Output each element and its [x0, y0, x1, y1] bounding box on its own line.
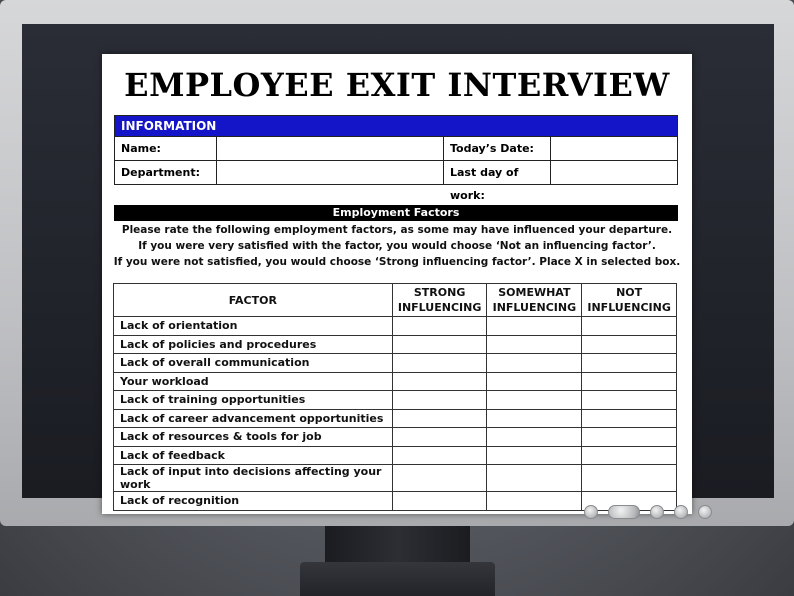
- power-button-icon[interactable]: [698, 505, 712, 519]
- somewhat-influencing-cell[interactable]: [487, 465, 582, 492]
- instruction-line: If you were not satisfied, you would choose ‘Strong influencing factor’. Place X in selected box.: [113, 256, 681, 268]
- factor-label: Lack of training opportunities: [114, 391, 393, 410]
- not-influencing-cell[interactable]: [582, 391, 677, 410]
- factor-row: [114, 409, 677, 428]
- monitor-screen: [22, 24, 774, 508]
- factor-column-header: FACTOR: [114, 284, 393, 317]
- information-header: INFORMATION: [115, 116, 677, 136]
- not-influencing-cell[interactable]: [582, 465, 677, 492]
- employment-factors-header: Employment Factors: [114, 205, 678, 221]
- factor-row: [114, 465, 677, 492]
- strong-influencing-cell[interactable]: [392, 428, 487, 447]
- column-header-line: INFLUENCING: [492, 301, 577, 314]
- name-label: Name:: [121, 142, 161, 155]
- strong-influencing-cell[interactable]: [392, 446, 487, 465]
- not-influencing-cell[interactable]: [582, 446, 677, 465]
- strong-influencing-cell[interactable]: [392, 465, 487, 492]
- factors-header-row: [114, 284, 677, 317]
- factor-row: [114, 317, 677, 336]
- somewhat-influencing-column-header: [487, 284, 582, 317]
- factor-label: Lack of overall communication: [114, 354, 393, 373]
- strong-influencing-cell[interactable]: [392, 391, 487, 410]
- strong-influencing-cell[interactable]: [392, 335, 487, 354]
- somewhat-influencing-cell[interactable]: [487, 492, 582, 511]
- column-header-line: SOMEWHAT: [498, 286, 571, 299]
- not-influencing-cell[interactable]: [582, 317, 677, 336]
- factor-label: Lack of input into decisions affecting your work: [114, 465, 393, 492]
- strong-influencing-cell[interactable]: [392, 354, 487, 373]
- instructions: [102, 222, 692, 270]
- factor-row: [114, 372, 677, 391]
- factor-label: Lack of recognition: [114, 492, 393, 511]
- somewhat-influencing-cell[interactable]: [487, 335, 582, 354]
- last-day-field[interactable]: [550, 161, 677, 184]
- somewhat-influencing-cell[interactable]: [487, 428, 582, 447]
- somewhat-influencing-cell[interactable]: [487, 391, 582, 410]
- column-header-line: INFLUENCING: [397, 301, 482, 314]
- instruction-line: If you were very satisfied with the factor, you would choose ‘Not an influencing factor’.: [138, 240, 656, 252]
- not-influencing-cell[interactable]: [582, 428, 677, 447]
- factor-label: Your workload: [114, 372, 393, 391]
- not-influencing-column-header: [582, 284, 677, 317]
- factor-row: [114, 391, 677, 410]
- last-day-label: Last day of work:: [443, 161, 550, 184]
- column-header-line: NOT: [616, 286, 643, 299]
- name-field[interactable]: [216, 137, 443, 160]
- instruction-line: Please rate the following employment factors, as some may have influenced your departure.: [121, 224, 673, 236]
- todays-date-field[interactable]: [550, 137, 677, 160]
- factor-row: [114, 428, 677, 447]
- department-label: Department:: [121, 166, 200, 179]
- department-field[interactable]: [216, 161, 443, 184]
- factor-row: [114, 354, 677, 373]
- menu-button-icon[interactable]: [584, 505, 598, 519]
- not-influencing-cell[interactable]: [582, 354, 677, 373]
- info-row-name: [115, 136, 677, 160]
- monitor-stand-base: [300, 562, 495, 596]
- not-influencing-cell[interactable]: [582, 409, 677, 428]
- somewhat-influencing-cell[interactable]: [487, 409, 582, 428]
- information-section: [114, 115, 678, 202]
- factor-row: [114, 446, 677, 465]
- input-button-icon[interactable]: [608, 505, 640, 519]
- factors-table: [113, 283, 677, 511]
- not-influencing-cell[interactable]: [582, 372, 677, 391]
- strong-influencing-column-header: [392, 284, 487, 317]
- factor-label: Lack of resources & tools for job: [114, 428, 393, 447]
- factor-label: Lack of policies and procedures: [114, 335, 393, 354]
- factor-label: Lack of career advancement opportunities: [114, 409, 393, 428]
- somewhat-influencing-cell[interactable]: [487, 354, 582, 373]
- strong-influencing-cell[interactable]: [392, 317, 487, 336]
- todays-date-label: Today’s Date:: [443, 137, 550, 160]
- plus-button-icon[interactable]: [674, 505, 688, 519]
- somewhat-influencing-cell[interactable]: [487, 446, 582, 465]
- strong-influencing-cell[interactable]: [392, 492, 487, 511]
- strong-influencing-cell[interactable]: [392, 409, 487, 428]
- column-header-line: INFLUENCING: [587, 301, 671, 314]
- info-row-department: [115, 160, 677, 202]
- minus-button-icon[interactable]: [650, 505, 664, 519]
- somewhat-influencing-cell[interactable]: [487, 372, 582, 391]
- factor-row: [114, 335, 677, 354]
- column-header-line: STRONG: [413, 286, 466, 299]
- not-influencing-cell[interactable]: [582, 335, 677, 354]
- monitor-buttons: [584, 505, 712, 519]
- exit-interview-form: [102, 54, 692, 514]
- document-title: EMPLOYEE EXIT INTERVIEW: [124, 66, 670, 104]
- factor-label: Lack of feedback: [114, 446, 393, 465]
- factor-label: Lack of orientation: [114, 317, 393, 336]
- factors-table-body: [114, 317, 677, 511]
- somewhat-influencing-cell[interactable]: [487, 317, 582, 336]
- strong-influencing-cell[interactable]: [392, 372, 487, 391]
